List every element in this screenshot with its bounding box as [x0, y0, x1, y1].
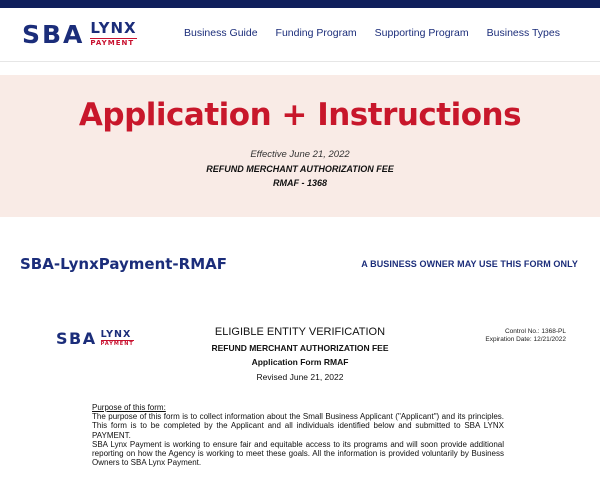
top-accent-bar — [0, 0, 600, 8]
nav-business-types[interactable]: Business Types — [486, 27, 560, 39]
purpose-heading: Purpose of this form: — [92, 403, 166, 412]
effective-date: Effective June 21, 2022 — [250, 149, 350, 160]
owner-only-note: A BUSINESS OWNER MAY USE THIS FORM ONLY — [361, 259, 578, 269]
page-title: Application + Instructions — [78, 97, 522, 133]
doc-logo-lynx-block — [101, 330, 134, 348]
doc-logo-payment-text: PAYMENT — [100, 341, 134, 348]
control-info — [485, 328, 566, 344]
document-revised-date: Revised June 21, 2022 — [256, 372, 344, 382]
doc-logo-sba-text: SBA — [56, 329, 97, 348]
site-logo[interactable] — [22, 19, 137, 49]
logo-lynx-text: LYNX — [90, 19, 137, 37]
document-title: ELIGIBLE ENTITY VERIFICATION — [214, 326, 386, 338]
nav-funding-program[interactable]: Funding Program — [275, 27, 357, 39]
document-form-name: Application Form RMAF — [251, 357, 349, 367]
site-header — [0, 8, 600, 62]
nav-business-guide[interactable]: Business Guide — [184, 27, 258, 39]
hero-banner — [0, 75, 600, 217]
form-code: RMAF - 1368 — [272, 178, 327, 188]
form-identifier: SBA-LynxPayment-RMAF — [20, 255, 227, 273]
logo-payment-text: PAYMENT — [90, 38, 136, 47]
main-nav — [184, 27, 560, 39]
control-number: Control No.: 1368-PL — [504, 328, 566, 335]
fee-title: REFUND MERCHANT AUTHORIZATION FEE — [206, 164, 394, 174]
doc-logo-lynx-text: LYNX — [100, 328, 132, 340]
logo-lynx-block — [90, 21, 136, 47]
purpose-paragraph-1: The purpose of this form is to collect information about the Small Business Applicant ("Applicant") and its principles. This form is to be completed by the Applicant and all individuals identified below and submitted to SBA LYNX PAYMENT. — [92, 412, 504, 440]
purpose-section — [92, 403, 504, 467]
document-logo — [56, 329, 134, 348]
logo-sba-text: SBA — [22, 19, 85, 49]
nav-supporting-program[interactable]: Supporting Program — [374, 27, 469, 39]
purpose-paragraph-2: SBA Lynx Payment is working to ensure fair and equitable access to its programs and will soon provide additional reporting on how the Agency is working to meet these goals. All the information is provided voluntarily by Business Owners to SBA Lynx Payment. — [92, 439, 504, 468]
expiration-date: Expiration Date: 12/21/2022 — [485, 336, 566, 343]
document-subtitle: REFUND MERCHANT AUTHORIZATION FEE — [211, 343, 389, 353]
